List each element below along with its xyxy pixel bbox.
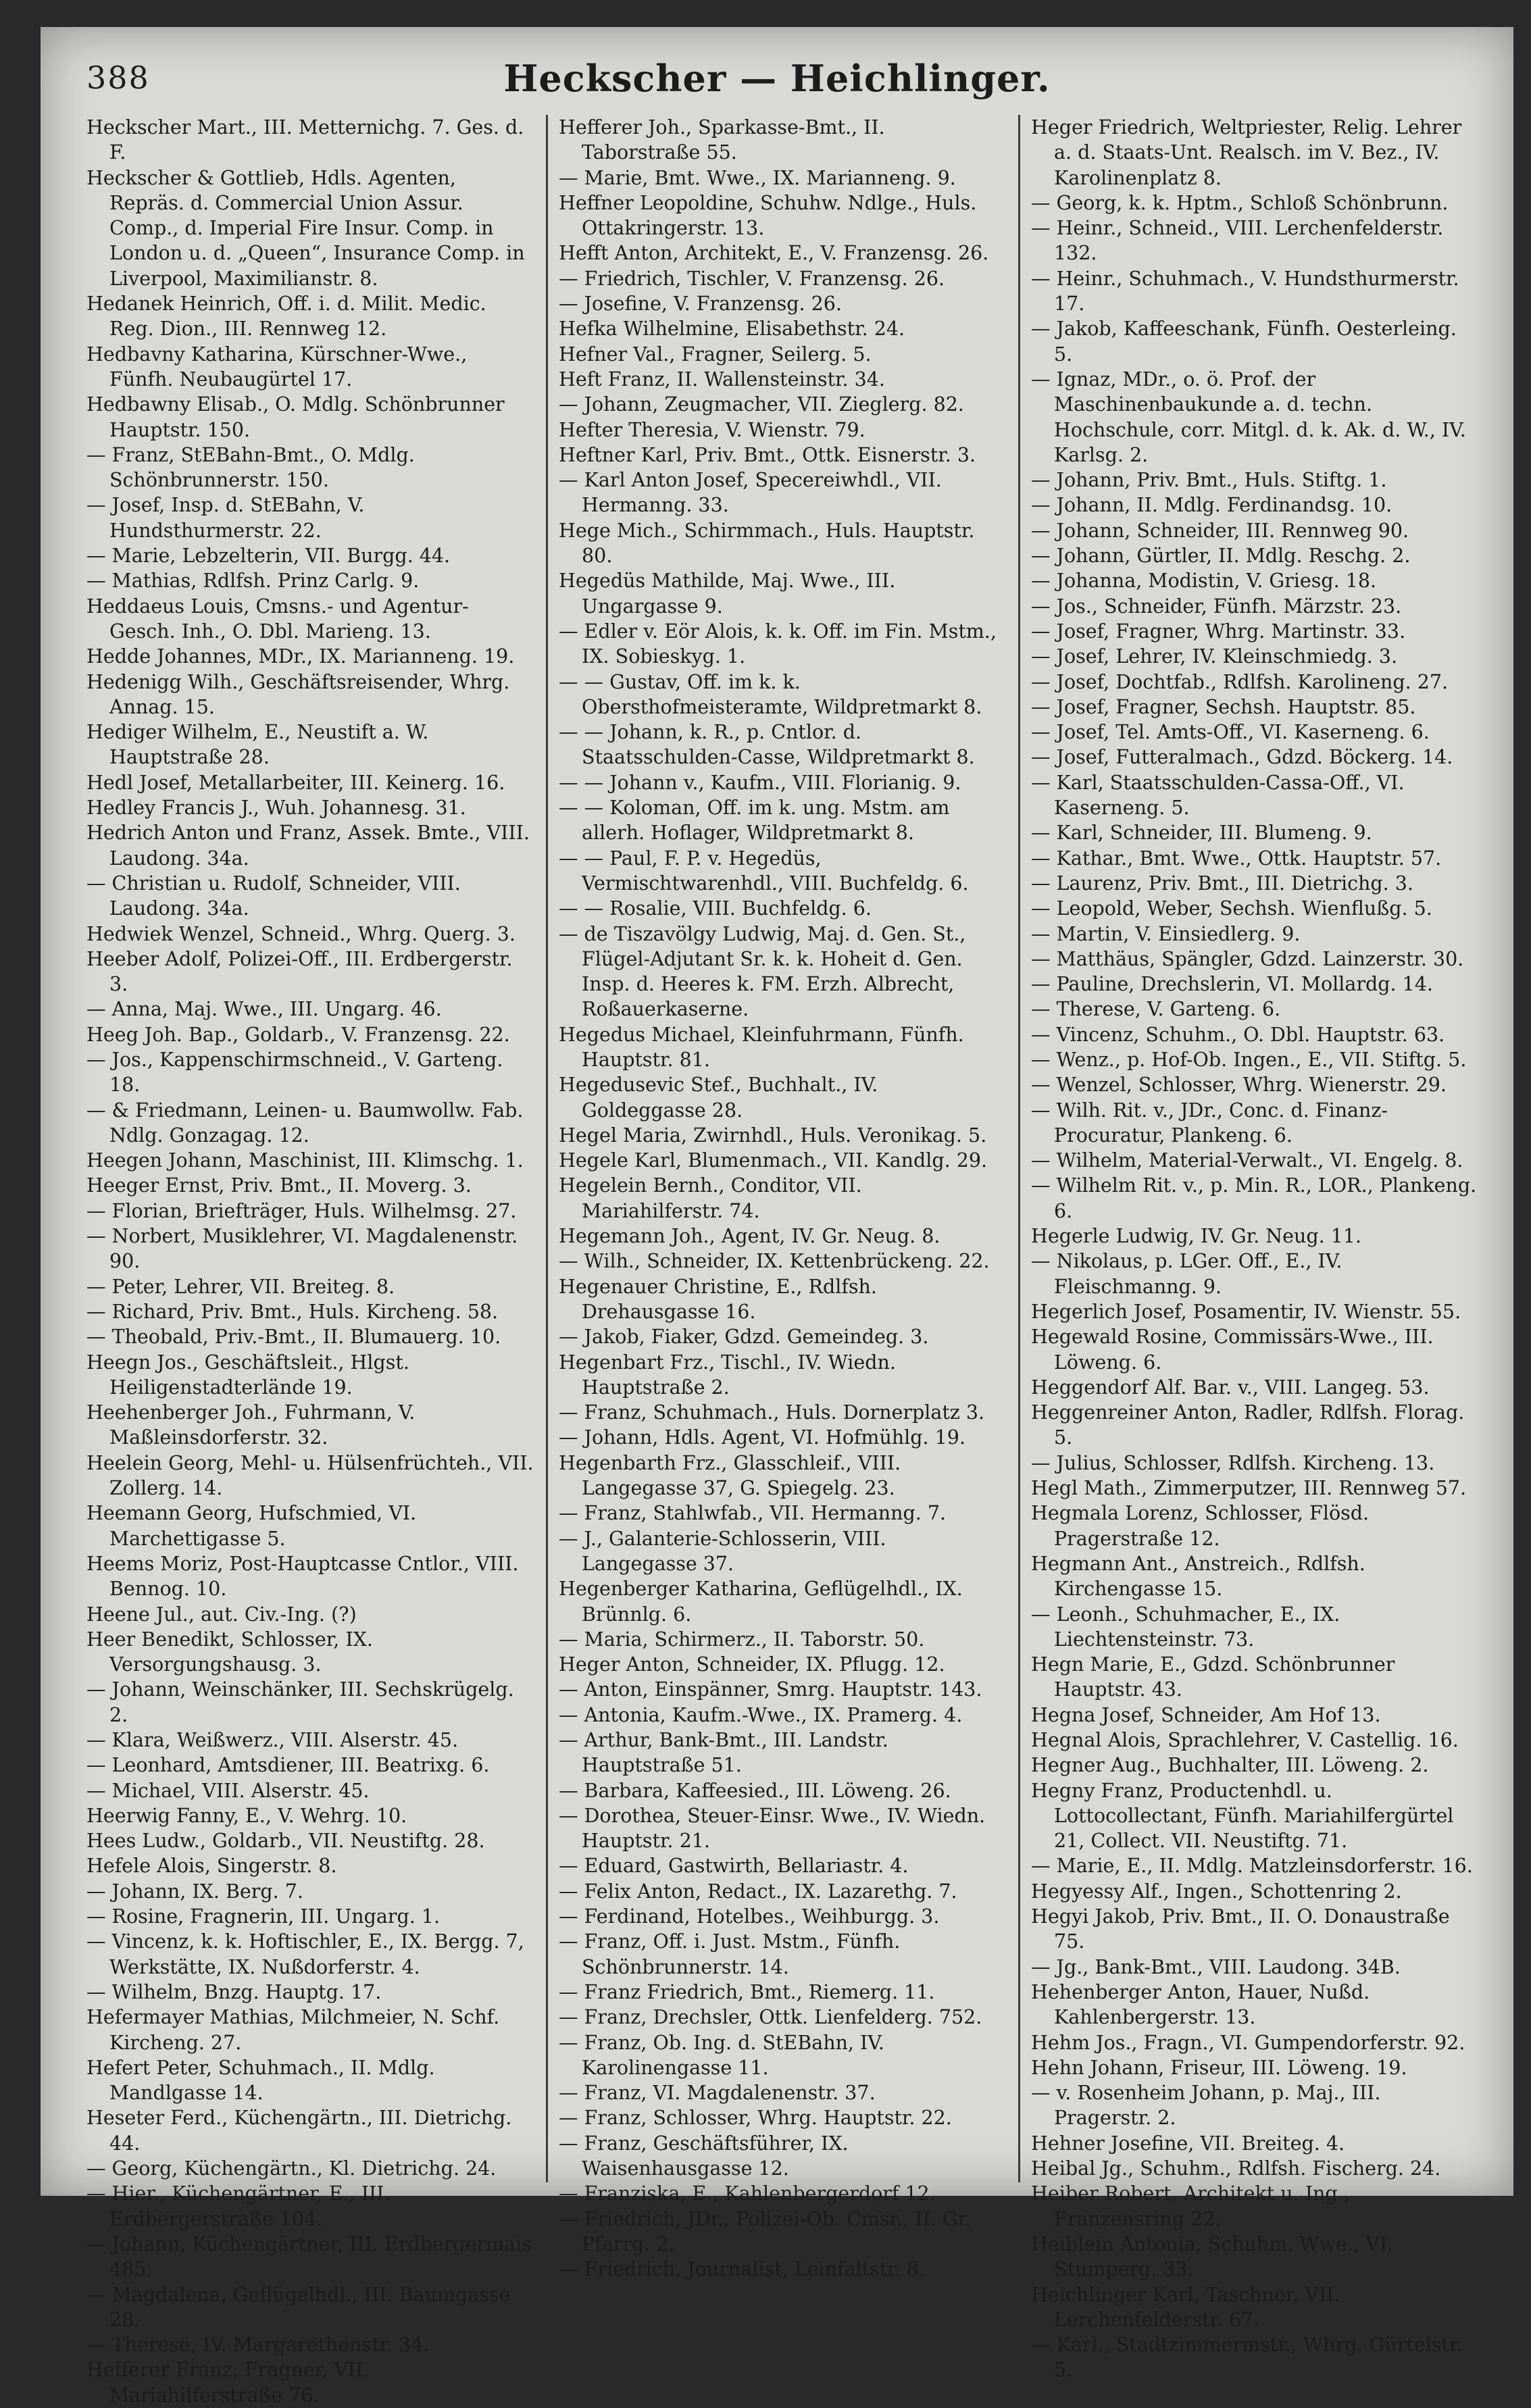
directory-entry: — Michael, VIII. Alserstr. 45.	[86, 1779, 370, 1802]
directory-entry: Hefft Anton, Architekt, E., V. Franzensg. 26.	[559, 242, 989, 265]
directory-entry: — Jakob, Kaffeeschank, Fünfh. Oesterleing. 5.	[1031, 318, 1457, 366]
directory-entry: Hedrich Anton und Franz, Assek. Bmte., VIII. Laudong. 34a.	[86, 822, 530, 870]
directory-entry: — Josef, Dochtfab., Rdlfsh. Karolineng. 27.	[1031, 670, 1449, 693]
directory-entry: — de Tiszavölgy Ludwig, Maj. d. Gen. St., Flügel-Adjutant Sr. k. k. Hoheit d. Gen. Insp. d. Heeres k. FM. Erzh. Albrecht, Roßauerkaserne.	[559, 922, 966, 1021]
directory-entry: Hedenigg Wilh., Geschäftsreisender, Whrg. Annag. 15.	[86, 670, 510, 718]
directory-entry: — Christian u. Rudolf, Schneider, VIII. Laudong. 34a.	[86, 872, 461, 920]
column-1	[86, 115, 534, 2407]
directory-entry: Hedbavny Katharina, Kürschner-Wwe., Fünfh. Neubaugürtel 17.	[86, 343, 468, 391]
directory-entry: — Antonia, Kaufm.-Wwe., IX. Pramerg. 4.	[559, 1703, 963, 1726]
directory-columns	[86, 115, 1478, 2407]
directory-entry: — Arthur, Bank-Bmt., III. Landstr. Hauptstraße 51.	[559, 1729, 888, 1777]
directory-entry: — Barbara, Kaffeesied., III. Löweng. 26.	[559, 1779, 951, 1802]
directory-entry: — Johann, II. Mdlg. Ferdinandsg. 10.	[1031, 494, 1392, 517]
directory-entry: — Franz, Ob. Ing. d. StEBahn, IV. Karolinengasse 11.	[559, 2031, 884, 2079]
directory-entry: Hedanek Heinrich, Off. i. d. Milit. Medic. Reg. Dion., III. Rennweg 12.	[86, 293, 486, 341]
directory-entry: Hefner Val., Fragner, Seilerg. 5.	[559, 343, 872, 366]
directory-entry: — Friedrich, JDr., Polizei-Ob. Cmsr., II. Gr. Pfarrg. 2.	[559, 2207, 972, 2255]
column-2	[546, 115, 1006, 2281]
directory-entry: Heibal Jg., Schuhm., Rdlfsh. Fischerg. 24.	[1031, 2157, 1441, 2180]
page-number: 388	[86, 59, 150, 96]
directory-entry: — Norbert, Musiklehrer, VI. Magdalenenstr. 90.	[86, 1225, 518, 1273]
directory-entry: — Franziska, E., Kahlenbergerdorf 12.	[559, 2182, 936, 2205]
directory-entry: Hegenbart Frz., Tischl., IV. Wiedn. Hauptstraße 2.	[559, 1351, 896, 1399]
directory-entry: — Anton, Einspänner, Smrg. Hauptstr. 143.	[559, 1678, 982, 1701]
directory-entry: — Marie, Bmt. Wwe., IX. Marianneng. 9.	[559, 166, 956, 189]
directory-entry: Heiblein Antonia, Schuhm. Wwe., VI. Stumperg. 33.	[1031, 2232, 1394, 2281]
directory-entry: — Karl., Stadtzimmermstr., Whrg. Gürtelstr. 5.	[1031, 2334, 1463, 2382]
directory-entry: — Karl, Staatsschulden-Cassa-Off., VI. Kaserneng. 5.	[1031, 771, 1405, 820]
directory-entry: Hegedus Michael, Kleinfuhrmann, Fünfh. Hauptstr. 81.	[559, 1023, 964, 1071]
directory-entry: Hedde Johannes, MDr., IX. Marianneng. 19.	[86, 645, 515, 668]
directory-entry: Hehn Johann, Friseur, III. Löweng. 19.	[1031, 2056, 1407, 2079]
directory-entry: Heeger Ernst, Priv. Bmt., II. Moverg. 3.	[86, 1174, 472, 1197]
directory-entry: — Josef, Insp. d. StEBahn, V. Hundsthurmerstr. 22.	[86, 494, 365, 542]
directory-entry: — Johann, Hdls. Agent, VI. Hofmühlg. 19.	[559, 1426, 965, 1449]
directory-entry: — Rosine, Fragnerin, III. Ungarg. 1.	[86, 1905, 441, 1928]
directory-entry: — Matthäus, Spängler, Gdzd. Lainzerstr. 30.	[1031, 947, 1464, 970]
directory-entry: — & Friedmann, Leinen- u. Baumwollw. Fab. Ndlg. Gonzagag. 12.	[86, 1099, 524, 1147]
directory-entry: Heerwig Fanny, E., V. Wehrg. 10.	[86, 1804, 407, 1827]
directory-entry: — Georg, Küchengärtn., Kl. Dietrichg. 24.	[86, 2157, 497, 2180]
directory-entry: Heckscher & Gottlieb, Hdls. Agenten, Repräs. d. Commercial Union Assur. Comp., d. Imperial Fire Insur. Comp. in London u. d. „Queen“, Insurance Comp. in Liverpool, Maximilianstr. 8.	[86, 166, 525, 290]
directory-entry: — — Johann, k. R., p. Cntlor. d. Staatsschulden-Casse, Wildpretmarkt 8.	[559, 721, 975, 769]
directory-entry: Hegyessy Alf., Ingen., Schottenring 2.	[1031, 1880, 1402, 1903]
directory-entry: Hedley Francis J., Wuh. Johannesg. 31.	[86, 797, 466, 820]
directory-entry: — — Johann v., Kaufm., VIII. Florianig. 9.	[559, 771, 961, 794]
directory-entry: — Karl Anton Josef, Specereiwhdl., VII. Hermanng. 33.	[559, 469, 942, 517]
directory-entry: — Therese, V. Garteng. 6.	[1031, 998, 1281, 1021]
directory-entry: Hegner Aug., Buchhalter, III. Löweng. 2.	[1031, 1754, 1429, 1777]
directory-entry: — Wenzel, Schlosser, Whrg. Wienerstr. 29.	[1031, 1074, 1447, 1097]
directory-entry: — Ignaz, MDr., o. ö. Prof. der Maschinenbaukunde a. d. techn. Hochschule, corr. Mitgl. d. k. Ak. d. W., IV. Karlsg. 2.	[1031, 368, 1466, 466]
directory-entry: — Theobald, Priv.-Bmt., II. Blumauerg. 10.	[86, 1326, 501, 1349]
directory-entry: — Julius, Schlosser, Rdlfsh. Kircheng. 13.	[1031, 1451, 1435, 1474]
directory-entry: Hegnal Alois, Sprachlehrer, V. Castellig. 16.	[1031, 1729, 1459, 1751]
directory-entry: — Josef, Tel. Amts-Off., VI. Kaserneng. 6.	[1031, 721, 1430, 744]
directory-entry: — Johann, Schneider, III. Rennweg 90.	[1031, 519, 1409, 542]
directory-entry: Hegl Math., Zimmerputzer, III. Rennweg 57.	[1031, 1477, 1467, 1500]
directory-entry: Heene Jul., aut. Civ.-Ing. (?)	[86, 1603, 357, 1626]
directory-entry: — Maria, Schirmerz., II. Taborstr. 50.	[559, 1628, 925, 1651]
directory-entry: Heft Franz, II. Wallensteinstr. 34.	[559, 368, 885, 391]
directory-entry: — Friedrich, Journalist, Leinfaltstr. 8.	[559, 2258, 925, 2281]
directory-entry: Heer Benedikt, Schlosser, IX. Versorgungshausg. 3.	[86, 1628, 373, 1676]
directory-entry: — Martin, V. Einsiedlerg. 9.	[1031, 922, 1301, 945]
directory-entry: — Eduard, Gastwirth, Bellariastr. 4.	[559, 1855, 909, 1878]
directory-entry: — Anna, Maj. Wwe., III. Ungarg. 46.	[86, 998, 442, 1021]
directory-entry: — Ferdinand, Hotelbes., Weihburgg. 3.	[559, 1905, 940, 1928]
directory-entry: — J., Galanterie-Schlosserin, VIII. Langegasse 37.	[559, 1527, 886, 1575]
directory-entry: — Wilhelm, Material-Verwalt., VI. Engelg. 8.	[1031, 1149, 1463, 1172]
directory-entry: Hees Ludw., Goldarb., VII. Neustiftg. 28.	[86, 1830, 485, 1853]
directory-entry: — v. Rosenheim Johann, p. Maj., III. Pragerstr. 2.	[1031, 2082, 1381, 2130]
directory-entry: — Josefine, V. Franzensg. 26.	[559, 293, 842, 316]
directory-entry: Hegedüs Mathilde, Maj. Wwe., III. Ungargasse 9.	[559, 570, 896, 618]
directory-entry: Hegemann Joh., Agent, IV. Gr. Neug. 8.	[559, 1225, 940, 1248]
directory-entry: — Franz, Schlosser, Whrg. Hauptstr. 22.	[559, 2107, 952, 2130]
directory-entry: — Josef, Fragner, Whrg. Martinstr. 33.	[1031, 620, 1406, 643]
directory-entry: — Josef, Futteralmach., Gdzd. Böckerg. 14.	[1031, 746, 1453, 769]
directory-entry: — Josef, Lehrer, IV. Kleinschmiedg. 3.	[1031, 645, 1398, 668]
directory-entry: — Marie, E., II. Mdlg. Matzleinsdorferstr. 16.	[1031, 1855, 1473, 1878]
directory-entry: — Johann, Gürtler, II. Mdlg. Reschg. 2.	[1031, 545, 1411, 568]
directory-entry: Heelein Georg, Mehl- u. Hülsenfrüchteh., VII. Zollerg. 14.	[86, 1451, 534, 1500]
directory-entry: Hehner Josefine, VII. Breiteg. 4.	[1031, 2132, 1345, 2155]
directory-entry: — — Gustav, Off. im k. k. Obersthofmeisteramte, Wildpretmarkt 8.	[559, 670, 982, 718]
directory-entry: Hefter Theresia, V. Wienstr. 79.	[559, 418, 865, 441]
directory-entry: — Wilhelm, Bnzg. Hauptg. 17.	[86, 1980, 382, 2003]
directory-entry: Heichlinger Karl, Taschner, VII. Lerchenfelderstr. 67.	[1031, 2283, 1340, 2331]
directory-entry: — Wilh. Rit. v., JDr., Conc. d. Finanz-Procuratur, Plankeng. 6.	[1031, 1099, 1388, 1147]
directory-entry: — Laurenz, Priv. Bmt., III. Dietrichg. 3.	[1031, 872, 1413, 895]
directory-entry: Hegelein Bernh., Conditor, VII. Mariahilferstr. 74.	[559, 1174, 862, 1222]
directory-entry: — Heinr., Schuhmach., V. Hundsthurmerstr. 17.	[1031, 267, 1459, 316]
directory-entry: Hedbawny Elisab., O. Mdlg. Schönbrunner Hauptstr. 150.	[86, 393, 505, 441]
directory-entry: — Dorothea, Steuer-Einsr. Wwe., IV. Wiedn. Hauptstr. 21.	[559, 1804, 986, 1853]
directory-entry: — Johann, Zeugmacher, VII. Zieglerg. 82.	[559, 393, 964, 416]
directory-entry: Hegedusevic Stef., Buchhalt., IV. Goldeggasse 28.	[559, 1074, 878, 1122]
directory-entry: Hefermayer Mathias, Milchmeier, N. Schf. Kircheng. 27.	[86, 2006, 500, 2054]
directory-entry: — Klara, Weißwerz., VIII. Alserstr. 45.	[86, 1729, 459, 1751]
directory-entry: — Heinr., Schneid., VIII. Lerchenfelderstr. 132.	[1031, 217, 1444, 265]
directory-entry: — Franz, StEBahn-Bmt., O. Mdlg. Schönbrunnerstr. 150.	[86, 443, 415, 492]
directory-entry: — Karl, Schneider, III. Blumeng. 9.	[1031, 822, 1372, 845]
directory-entry: Hefert Peter, Schuhmach., II. Mdlg. Mandlgasse 14.	[86, 2056, 435, 2105]
directory-entry: Heemann Georg, Hufschmied, VI. Marchettigasse 5.	[86, 1502, 417, 1550]
directory-entry: — Franz, Drechsler, Ottk. Lienfelderg. 752.	[559, 2006, 982, 2029]
directory-entry: — Franz Friedrich, Bmt., Riemerg. 11.	[559, 1980, 935, 2003]
directory-entry: — Vincenz, Schuhm., O. Dbl. Hauptstr. 63.	[1031, 1023, 1445, 1046]
directory-entry: Heegen Johann, Maschinist, III. Klimschg. 1.	[86, 1149, 524, 1172]
directory-entry: — Wilhelm Rit. v., p. Min. R., LOR., Plankeng. 6.	[1031, 1174, 1477, 1222]
directory-entry: Hegenauer Christine, E., Rdlfsh. Drehausgasse 16.	[559, 1275, 877, 1323]
directory-entry: Hefferer Franz, Fragner, VII. Mariahilferstraße 76.	[86, 2359, 370, 2407]
directory-entry: — Friedrich, Tischler, V. Franzensg. 26.	[559, 267, 945, 290]
directory-entry: — Magdalena, Geflügelhdl., III. Baumgasse 28.	[86, 2283, 511, 2331]
directory-entry: Hegn Marie, E., Gdzd. Schönbrunner Hauptstr. 43.	[1031, 1653, 1395, 1701]
directory-entry: — Franz, Off. i. Just. Mstm., Fünfh. Schönbrunnerstr. 14.	[559, 1930, 901, 1978]
directory-entry: Hegenberger Katharina, Geflügelhdl., IX. Brünnlg. 6.	[559, 1578, 963, 1626]
directory-entry: Hegyi Jakob, Priv. Bmt., II. O. Donaustraße 75.	[1031, 1905, 1450, 1953]
directory-entry: Heggenreiner Anton, Radler, Rdlfsh. Florag. 5.	[1031, 1401, 1465, 1449]
directory-entry: Heehenberger Joh., Fuhrmann, V. Maßleinsdorferstr. 32.	[86, 1401, 416, 1449]
directory-entry: Heger Anton, Schneider, IX. Pflugg. 12.	[559, 1653, 945, 1676]
directory-entry: — Marie, Lebzelterin, VII. Burgg. 44.	[86, 545, 451, 568]
directory-entry: Hegny Franz, Productenhdl. u. Lottocollectant, Fünfh. Mariahilfergürtel 21, Collect. VII. Neustiftg. 71.	[1031, 1779, 1454, 1853]
directory-entry: — Pauline, Drechslerin, VI. Mollardg. 14.	[1031, 973, 1433, 996]
directory-entry: — — Paul, F. P. v. Hegedüs, Vermischtwarenhdl., VIII. Buchfeldg. 6.	[559, 847, 969, 895]
directory-entry: Hefka Wilhelmine, Elisabethstr. 24.	[559, 318, 905, 341]
directory-entry: Heckscher Mart., III. Metternichg. 7. Ges. d. F.	[86, 116, 524, 164]
directory-entry: — Mathias, Rdlfsh. Prinz Carlg. 9.	[86, 570, 420, 593]
directory-entry: — Kathar., Bmt. Wwe., Ottk. Hauptstr. 57.	[1031, 847, 1442, 870]
directory-entry: Hegerlich Josef, Posamentir, IV. Wienstr. 55.	[1031, 1300, 1461, 1323]
directory-entry: — Hier., Küchengärtner, E., III. Erdbergerstraße 104.	[86, 2182, 391, 2230]
directory-entry: — Leopold, Weber, Sechsh. Wienflußg. 5.	[1031, 897, 1432, 920]
directory-entry: Heggendorf Alf. Bar. v., VIII. Langeg. 53.	[1031, 1376, 1430, 1399]
directory-entry: Hegewald Rosine, Commissärs-Wwe., III. Löweng. 6.	[1031, 1326, 1434, 1374]
directory-entry: Heeber Adolf, Polizei-Off., III. Erdbergerstr. 3.	[86, 947, 513, 996]
directory-entry: Heger Friedrich, Weltpriester, Relig. Lehrer a. d. Staats-Unt. Realsch. im V. Bez., IV. Karolinenplatz 8.	[1031, 116, 1462, 189]
directory-entry: — Johann, IX. Berg. 7.	[86, 1880, 303, 1903]
directory-entry: — Josef, Fragner, Sechsh. Hauptstr. 85.	[1031, 695, 1416, 718]
directory-entry: — Jos., Kappenschirmschneid., V. Garteng. 18.	[86, 1048, 503, 1097]
directory-entry: Heegn Jos., Geschäftsleit., Hlgst. Heiligenstadterlände 19.	[86, 1351, 409, 1399]
directory-entry: Hegele Karl, Blumenmach., VII. Kandlg. 29.	[559, 1149, 988, 1172]
directory-entry: — Leonh., Schuhmacher, E., IX. Liechtensteinstr. 73.	[1031, 1603, 1340, 1651]
directory-entry: Heddaeus Louis, Cmsns.- und Agentur-Gesch. Inh., O. Dbl. Marieng. 13.	[86, 595, 469, 643]
directory-entry: — Wilh., Schneider, IX. Kettenbrückeng. 22.	[559, 1250, 990, 1273]
directory-entry: — Leonhard, Amtsdiener, III. Beatrixg. 6.	[86, 1754, 490, 1777]
directory-entry: — Peter, Lehrer, VII. Breiteg. 8.	[86, 1275, 395, 1298]
running-head: Heckscher — Heichlinger.	[503, 57, 1051, 100]
directory-entry: Hefferer Joh., Sparkasse-Bmt., II. Taborstraße 55.	[559, 116, 885, 164]
directory-entry: Hegmala Lorenz, Schlosser, Flösd. Pragerstraße 12.	[1031, 1502, 1370, 1550]
directory-entry: — Jg., Bank-Bmt., VIII. Laudong. 34B.	[1031, 1955, 1401, 1978]
directory-entry: — Jos., Schneider, Fünfh. Märzstr. 23.	[1031, 595, 1402, 618]
directory-entry: Hegerle Ludwig, IV. Gr. Neug. 11.	[1031, 1225, 1362, 1248]
directory-entry: — Georg, k. k. Hptm., Schloß Schönbrunn.	[1031, 191, 1449, 214]
directory-entry: Hegmann Ant., Anstreich., Rdlfsh. Kirchengasse 15.	[1031, 1552, 1365, 1601]
directory-entry: Heiber Robert, Architekt u. Ing., Franzensring 22.	[1031, 2182, 1350, 2230]
directory-entry: — Johanna, Modistin, V. Griesg. 18.	[1031, 570, 1377, 593]
directory-entry: — Johann, Weinschänker, III. Sechskrügelg. 2.	[86, 1678, 514, 1726]
directory-entry: Heftner Karl, Priv. Bmt., Ottk. Eisnerstr. 3.	[559, 443, 976, 466]
directory-entry: Hegel Maria, Zwirnhdl., Huls. Veronikag. 5.	[559, 1124, 987, 1147]
directory-entry: — Therese, IV. Margarethenstr. 34.	[86, 2334, 430, 2357]
directory-entry: Hege Mich., Schirmmach., Huls. Hauptstr. 80.	[559, 519, 975, 568]
directory-entry: Hedl Josef, Metallarbeiter, III. Keinerg. 16.	[86, 771, 505, 794]
directory-entry: — Franz, Stahlwfab., VII. Hermanng. 7.	[559, 1502, 947, 1525]
directory-entry: — Florian, Briefträger, Huls. Wilhelmsg. 27.	[86, 1199, 517, 1222]
directory-entry: — Franz, Geschäftsführer, IX. Waisenhausgasse 12.	[559, 2132, 849, 2180]
directory-entry: — — Rosalie, VIII. Buchfeldg. 6.	[559, 897, 872, 920]
directory-entry: — Johann, Priv. Bmt., Huls. Stiftg. 1.	[1031, 469, 1387, 492]
directory-entry: Hefele Alois, Singerstr. 8.	[86, 1855, 337, 1878]
directory-entry: Hediger Wilhelm, E., Neustift a. W. Hauptstraße 28.	[86, 721, 429, 769]
directory-entry: — — Koloman, Off. im k. ung. Mstm. am allerh. Hoflager, Wildpretmarkt 8.	[559, 797, 950, 845]
directory-entry: — Franz, Schuhmach., Huls. Dornerplatz 3.	[559, 1401, 985, 1424]
directory-entry: Hehm Jos., Fragn., VI. Gumpendorferstr. 92.	[1031, 2031, 1465, 2054]
directory-entry: — Felix Anton, Redact., IX. Lazarethg. 7.	[559, 1880, 957, 1903]
directory-entry: Hedwiek Wenzel, Schneid., Whrg. Querg. 3.	[86, 922, 516, 945]
directory-entry: Heseter Ferd., Küchengärtn., III. Dietrichg. 44.	[86, 2107, 512, 2155]
page-header	[41, 27, 1513, 101]
directory-entry: — Nikolaus, p. LGer. Off., E., IV. Fleischmanng. 9.	[1031, 1250, 1342, 1298]
directory-entry: — Johann, Küchengärtner, III. Erdbergermais 485.	[86, 2232, 532, 2281]
column-3	[1018, 115, 1478, 2382]
directory-entry: — Vincenz, k. k. Hoftischler, E., IX. Bergg. 7, Werkstätte, IX. Nußdorferstr. 4.	[86, 1930, 524, 1978]
directory-entry: Heeg Joh. Bap., Goldarb., V. Franzensg. 22.	[86, 1023, 510, 1046]
directory-entry: — Edler v. Eör Alois, k. k. Off. im Fin. Mstm., IX. Sobieskyg. 1.	[559, 620, 997, 668]
directory-entry: Heffner Leopoldine, Schuhw. Ndlge., Huls. Ottakringerstr. 13.	[559, 191, 977, 240]
directory-entry: — Wenz., p. Hof-Ob. Ingen., E., VII. Stiftg. 5.	[1031, 1048, 1467, 1071]
directory-entry: Hehenberger Anton, Hauer, Nußd. Kahlenbergerstr. 13.	[1031, 1980, 1370, 2029]
directory-entry: Heems Moriz, Post-Hauptcasse Cntlor., VIII. Bennog. 10.	[86, 1552, 519, 1601]
directory-entry: — Franz, VI. Magdalenenstr. 37.	[559, 2082, 876, 2105]
directory-page	[41, 27, 1513, 2407]
directory-entry: — Jakob, Fiaker, Gdzd. Gemeindeg. 3.	[559, 1326, 929, 1349]
directory-entry: Hegenbarth Frz., Glasschleif., VIII. Langegasse 37, G. Spiegelg. 23.	[559, 1451, 901, 1500]
directory-entry: — Richard, Priv. Bmt., Huls. Kircheng. 58.	[86, 1300, 499, 1323]
directory-entry: Hegna Josef, Schneider, Am Hof 13.	[1031, 1703, 1381, 1726]
